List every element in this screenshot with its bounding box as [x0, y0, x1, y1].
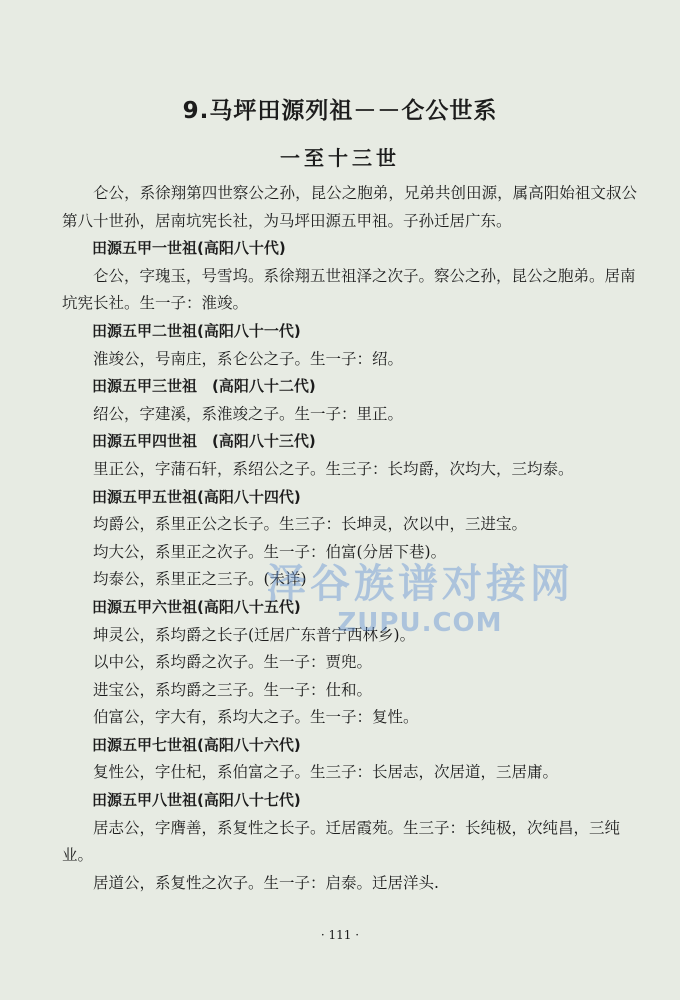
page-body [62, 180, 637, 897]
genealogy-entry: 伯富公，字大有，系均大之子。生一子：复性。 [93, 708, 419, 727]
watermark-chinese-text: 泽谷族谱对接网 [266, 561, 574, 607]
genealogy-entry: 居道公，系复性之次子。生一子：启泰。迁居洋头. [93, 873, 439, 892]
intro-paragraph: 仑公，系徐翔第四世察公之孙，昆公之胞弟，兄弟共创田源，属高阳始祖文叔公第八十世孙，居南坑宪长社，为马坪田源五甲祖。子孙迁居广东。 [62, 184, 637, 230]
genealogy-entry: 淮竣公，号南庄，系仑公之子。生一子：绍。 [93, 349, 404, 368]
genealogy-entry: 复性公，字仕杞，系伯富之子。生三子：长居志，次居道，三居庸。 [93, 763, 559, 782]
genealogy-entry: 均爵公，系里正公之长子。生三子：长坤灵，次以中，三进宝。 [93, 515, 528, 534]
genealogy-entry: 均大公，系里正之次子。生一子：伯富(分居下巷)。 [93, 542, 447, 561]
generation-heading: 田源五甲三世祖 (高阳八十二代) [92, 377, 316, 396]
section-subtitle: 一至十三世 [280, 146, 400, 170]
genealogy-entry: 仑公，字瑰玉，号雪坞。系徐翔五世祖泽之次子。察公之孙，昆公之胞弟。居南坑宪长社。生一子：淮竣。 [62, 266, 636, 313]
genealogy-entry: 里正公，字蒲石轩，系绍公之子。生三子：长均爵，次均大，三均泰。 [93, 459, 574, 478]
genealogy-entry: 进宝公，系均爵之三子。生一子：仕和。 [93, 680, 373, 699]
generation-heading: 田源五甲一世祖(高阳八十代) [92, 239, 286, 258]
generation-heading: 田源五甲八世祖(高阳八十七代) [92, 791, 301, 810]
generation-heading: 田源五甲四世祖 (高阳八十三代) [92, 432, 316, 451]
genealogy-entry: 绍公，字建溪，系淮竣之子。生一子：里正。 [93, 404, 404, 423]
watermark-url-text: ZUPU.COM [337, 608, 503, 638]
section-title: 9.马坪田源列祖－－仑公世系 [182, 98, 498, 124]
page-number: · 111 · [320, 928, 360, 942]
generation-heading: 田源五甲六世祖(高阳八十五代) [92, 597, 301, 616]
genealogy-entry: 居志公，字膺善，系复性之长子。迁居霞苑。生三子：长纯极，次纯昌，三纯业。 [62, 818, 621, 865]
generation-heading: 田源五甲七世祖(高阳八十六代) [92, 735, 301, 754]
generation-heading: 田源五甲二世祖(高阳八十一代) [92, 321, 301, 340]
genealogy-entry: 均泰公，系里正之三子。(未详) [93, 570, 307, 589]
genealogy-entry: 以中公，系均爵之次子。生一子：贾兜。 [93, 653, 373, 672]
generation-heading: 田源五甲五世祖(高阳八十四代) [92, 487, 301, 506]
genealogy-entry: 坤灵公，系均爵之长子(迁居广东普宁西林乡)。 [93, 625, 416, 644]
